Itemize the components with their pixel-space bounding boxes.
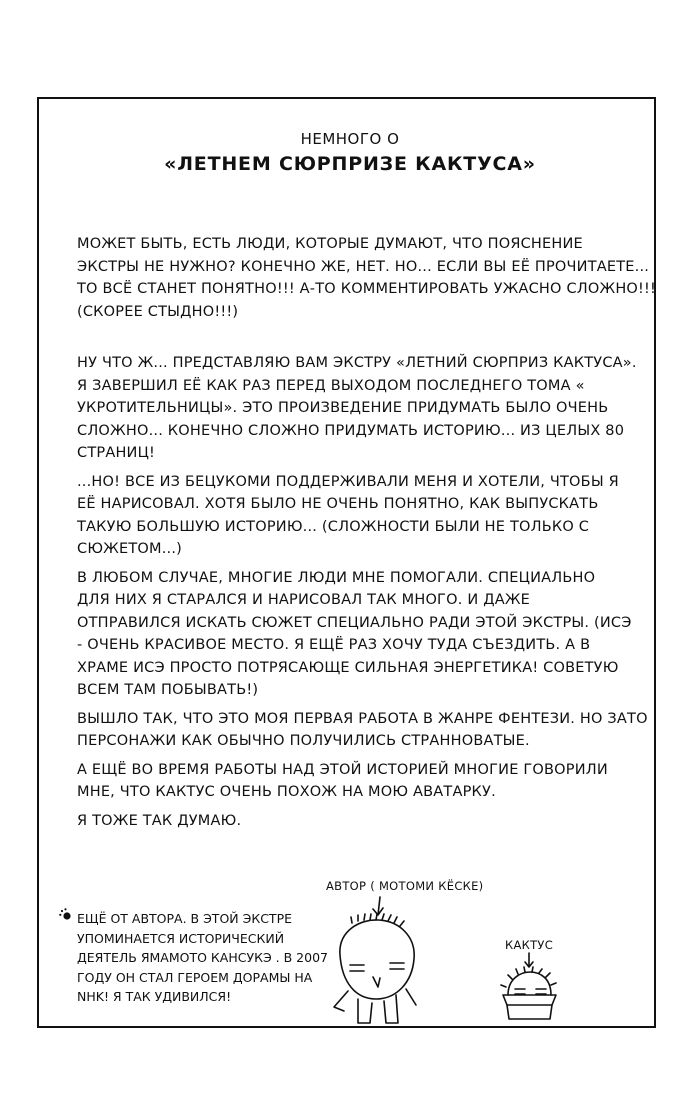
author-avatar-icon xyxy=(334,914,416,1023)
paragraph-intro xyxy=(77,233,657,323)
text-line: УКРОТИТЕЛЬНИЦЫ». ЭТО ПРОИЗВЕДЕНИЕ ПРИДУМАТЬ БЫЛО ОЧЕНЬ xyxy=(77,400,609,416)
author-and-cactus-illustration xyxy=(300,895,600,1030)
section-eyebrow: НЕМНОГО О xyxy=(300,130,400,148)
text-line: ВЫШЛО ТАК, ЧТО ЭТО МОЯ ПЕРВАЯ РАБОТА В ЖАНРЕ ФЕНТЕЗИ. НО ЗАТО xyxy=(77,710,648,727)
footnote-line: ЕЩЁ ОТ АВТОРА. В ЭТОЙ ЭКСТРЕ xyxy=(77,911,293,926)
text-line: (СКОРЕЕ СТЫДНО!!!) xyxy=(77,303,239,320)
footnote-line: УПОМИНАЕТСЯ ИСТОРИЧЕСКИЙ xyxy=(77,930,285,946)
text-line: ТО ВСЁ СТАНЕТ ПОНЯТНО!!! А-ТО КОММЕНТИРОВАТЬ УЖАСНО СЛОЖНО!!! xyxy=(77,281,657,297)
text-line: НУ ЧТО Ж... ПРЕДСТАВЛЯЮ ВАМ ЭКСТРУ «ЛЕТНИЙ СЮРПРИЗ КАКТУСА». xyxy=(77,355,637,371)
author-arrow-icon xyxy=(373,897,383,915)
text-line: В ЛЮБОМ СЛУЧАЕ, МНОГИЕ ЛЮДИ МНЕ ПОМОГАЛИ. СПЕЦИАЛЬНО xyxy=(77,569,596,586)
text-line: - ОЧЕНЬ КРАСИВОЕ МЕСТО. Я ЕЩЁ РАЗ ХОЧУ ТУДА СЪЕЗДИТЬ. А В xyxy=(77,637,591,653)
text-line: ОТПРАВИЛСЯ ИСКАТЬ СЮЖЕТ СПЕЦИАЛЬНО РАДИ ЭТОЙ ЭКСТРЫ. (ИСЭ xyxy=(77,614,632,631)
paragraph-avatar xyxy=(77,759,637,804)
text-line: СТРАНИЦ! xyxy=(77,445,156,461)
text-line: Я ТОЖЕ ТАК ДУМАЮ. xyxy=(77,812,242,829)
text-line: ТАКУЮ БОЛЬШУЮ ИСТОРИЮ... (СЛОЖНОСТИ БЫЛИ НЕ ТОЛЬКО С xyxy=(77,518,590,535)
footnote-line: ГОДУ ОН СТАЛ ГЕРОЕМ ДОРАМЫ НА xyxy=(77,969,313,985)
text-line: ПЕРСОНАЖИ КАК ОБЫЧНО ПОЛУЧИЛИСЬ СТРАННОВАТЫЕ. xyxy=(77,733,530,749)
paragraph-presentation xyxy=(77,352,637,465)
text-line: А ЕЩЁ ВО ВРЕМЯ РАБОТЫ НАД ЭТОЙ ИСТОРИЕЙ МНОГИЕ ГОВОРИЛИ xyxy=(77,761,608,778)
footnote-line: ДЕЯТЕЛЬ ЯМАМОТО КАНСУКЭ . В 2007 xyxy=(77,950,328,965)
paragraph-support xyxy=(77,471,637,561)
text-line: ЕЁ НАРИСОВАЛ. ХОТЯ БЫЛО НЕ ОЧЕНЬ ПОНЯТНО, КАК ВЫПУСКАТЬ xyxy=(77,496,599,512)
text-line: Я ЗАВЕРШИЛ ЕЁ КАК РАЗ ПЕРЕД ВЫХОДОМ ПОСЛЕДНЕГО ТОМА « xyxy=(77,377,585,394)
author-caption: АВТОР ( МОТОМИ КЁСКЕ) xyxy=(326,879,484,893)
cactus-arrow-icon xyxy=(525,953,533,967)
paragraph-fantasy xyxy=(77,708,648,753)
text-line: ВСЕМ ТАМ ПОБЫВАТЬ!) xyxy=(77,682,259,698)
main-text xyxy=(77,233,657,832)
text-line: СЛОЖНО... КОНЕЧНО СЛОЖНО ПРИДУМАТЬ ИСТОРИЮ... ИЗ ЦЕЛЫХ 80 xyxy=(77,422,625,439)
text-line: СЮЖЕТОМ...) xyxy=(77,541,183,557)
cactus-caption: КАКТУС xyxy=(505,938,554,952)
footnote-bullet-icon xyxy=(58,907,72,921)
page-title: «ЛЕТНЕМ СЮРПРИЗЕ КАКТУСА» xyxy=(164,153,536,175)
text-line: ЭКСТРЫ НЕ НУЖНО? КОНЕЧНО ЖЕ, НЕТ. НО... ЕСЛИ ВЫ ЕЁ ПРОЧИТАЕТЕ... xyxy=(77,258,650,275)
text-line: МНЕ, ЧТО КАКТУС ОЧЕНЬ ПОХОЖ НА МОЮ АВАТАРКУ. xyxy=(77,784,496,800)
footnote-line: NHK! Я ТАК УДИВИЛСЯ! xyxy=(77,989,232,1004)
text-line: ДЛЯ НИХ Я СТАРАЛСЯ И НАРИСОВАЛ ТАК МНОГО. И ДАЖЕ xyxy=(77,592,531,608)
text-line: ...НО! ВСЕ ИЗ БЕЦУКОМИ ПОДДЕРЖИВАЛИ МЕНЯ И ХОТЕЛИ, ЧТОБЫ Я xyxy=(77,473,619,490)
text-line: ХРАМЕ ИСЭ ПРОСТО ПОТРЯСАЮЩЕ СИЛЬНАЯ ЭНЕРГЕТИКА! СОВЕТУЮ xyxy=(77,659,619,676)
author-footnote xyxy=(77,909,327,1007)
paragraph-closing xyxy=(77,810,637,833)
paragraph-helpers xyxy=(77,567,637,702)
cactus-icon xyxy=(501,967,556,1019)
text-line: МОЖЕТ БЫТЬ, ЕСТЬ ЛЮДИ, КОТОРЫЕ ДУМАЮТ, ЧТО ПОЯСНЕНИЕ xyxy=(77,236,583,252)
